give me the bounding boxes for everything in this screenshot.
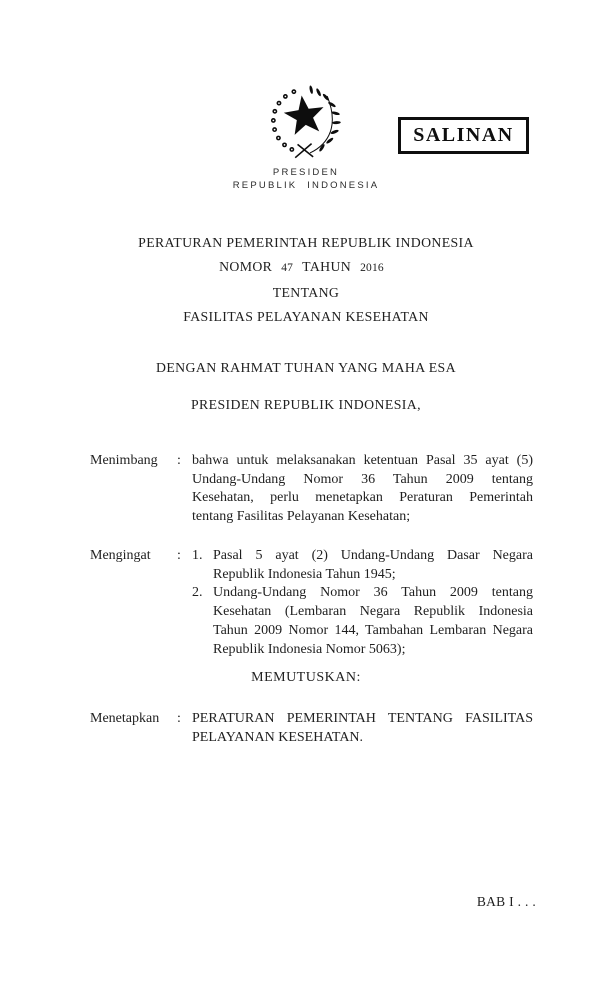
enacting-label: Menetapkan bbox=[90, 711, 160, 726]
invocation-line: DENGAN RAHMAT TUHAN YANG MAHA ESA bbox=[155, 360, 456, 375]
considering-body bbox=[192, 452, 533, 527]
recalling-item-line: Tahun 2009 Nomor 144, Tambahan Lembaran Negara bbox=[213, 622, 533, 638]
decision-heading: MEMUTUSKAN: bbox=[251, 670, 361, 685]
document-title bbox=[0, 231, 612, 329]
letterhead bbox=[0, 167, 612, 192]
recalling-colon: : bbox=[177, 548, 181, 563]
enacting-line: PELAYANAN KESEHATAN. bbox=[192, 729, 364, 745]
page-continuation-marker: BAB I . . . bbox=[476, 894, 536, 909]
recalling-item-number: 2. bbox=[192, 585, 203, 601]
title-tentang-line: TENTANG bbox=[272, 284, 340, 300]
considering-line: tentang Fasilitas Pelayanan Kesehatan; bbox=[192, 509, 411, 525]
wreath-leaves bbox=[309, 85, 341, 153]
considering-line: Kesehatan, perlu menetapkan Peraturan Pemerintah bbox=[192, 490, 533, 506]
star-icon bbox=[282, 93, 327, 136]
letterhead-presiden: PRESIDEN bbox=[272, 167, 340, 178]
recalling-item-line: Undang-Undang Nomor 36 Tahun 2009 tentang bbox=[213, 585, 533, 601]
nomor-label: NOMOR bbox=[219, 259, 273, 275]
crossed-stems bbox=[295, 144, 313, 158]
enacting-line: PERATURAN PEMERINTAH TENTANG FASILITAS bbox=[192, 711, 533, 726]
recalling-item-line: Kesehatan (Lembaran Negara Republik Indonesia bbox=[213, 604, 533, 620]
considering-label: Menimbang bbox=[90, 453, 158, 468]
considering-line: bahwa untuk melaksanakan ketentuan Pasal 35 ayat (5) bbox=[192, 453, 533, 468]
letterhead-republik-indonesia: REPUBLIK INDONESIA bbox=[232, 179, 380, 191]
recalling-label: Mengingat bbox=[90, 548, 151, 563]
recalling-clause bbox=[90, 547, 533, 659]
tahun-value: 2016 bbox=[360, 262, 384, 275]
enacting-body bbox=[192, 710, 533, 747]
considering-clause bbox=[90, 452, 533, 527]
recalling-item-text bbox=[213, 547, 533, 584]
presidential-star-wreath-icon bbox=[264, 82, 342, 160]
tahun-label: TAHUN bbox=[302, 259, 352, 275]
enacting-clause bbox=[90, 710, 533, 747]
recalling-item-line: Republik Indonesia Tahun 1945; bbox=[213, 566, 396, 582]
wreath-rosettes bbox=[271, 89, 296, 152]
enacting-colon: : bbox=[177, 711, 181, 726]
title-regulation-line: PERATURAN PEMERINTAH REPUBLIK INDONESIA bbox=[138, 235, 474, 250]
recalling-body bbox=[192, 547, 533, 659]
recalling-item-line: Pasal 5 ayat (2) Undang-Undang Dasar Negara bbox=[213, 548, 533, 563]
recalling-item-line: Republik Indonesia Nomor 5063); bbox=[213, 641, 406, 657]
recalling-item bbox=[192, 547, 533, 584]
nomor-value: 47 bbox=[281, 262, 294, 275]
recalling-item bbox=[192, 584, 533, 659]
salinan-stamp bbox=[398, 117, 529, 154]
title-subject-line: FASILITAS PELAYANAN KESEHATAN bbox=[183, 308, 429, 324]
title-number-line bbox=[0, 255, 612, 280]
considering-line: Undang-Undang Nomor 36 Tahun 2009 tentang bbox=[192, 471, 533, 487]
recalling-item-text bbox=[213, 584, 533, 659]
salinan-stamp-label: SALINAN bbox=[413, 124, 514, 146]
considering-colon: : bbox=[177, 453, 181, 468]
authority-line: PRESIDEN REPUBLIK INDONESIA, bbox=[190, 397, 422, 412]
recalling-item-number: 1. bbox=[192, 548, 203, 563]
presidential-emblem bbox=[264, 82, 342, 160]
